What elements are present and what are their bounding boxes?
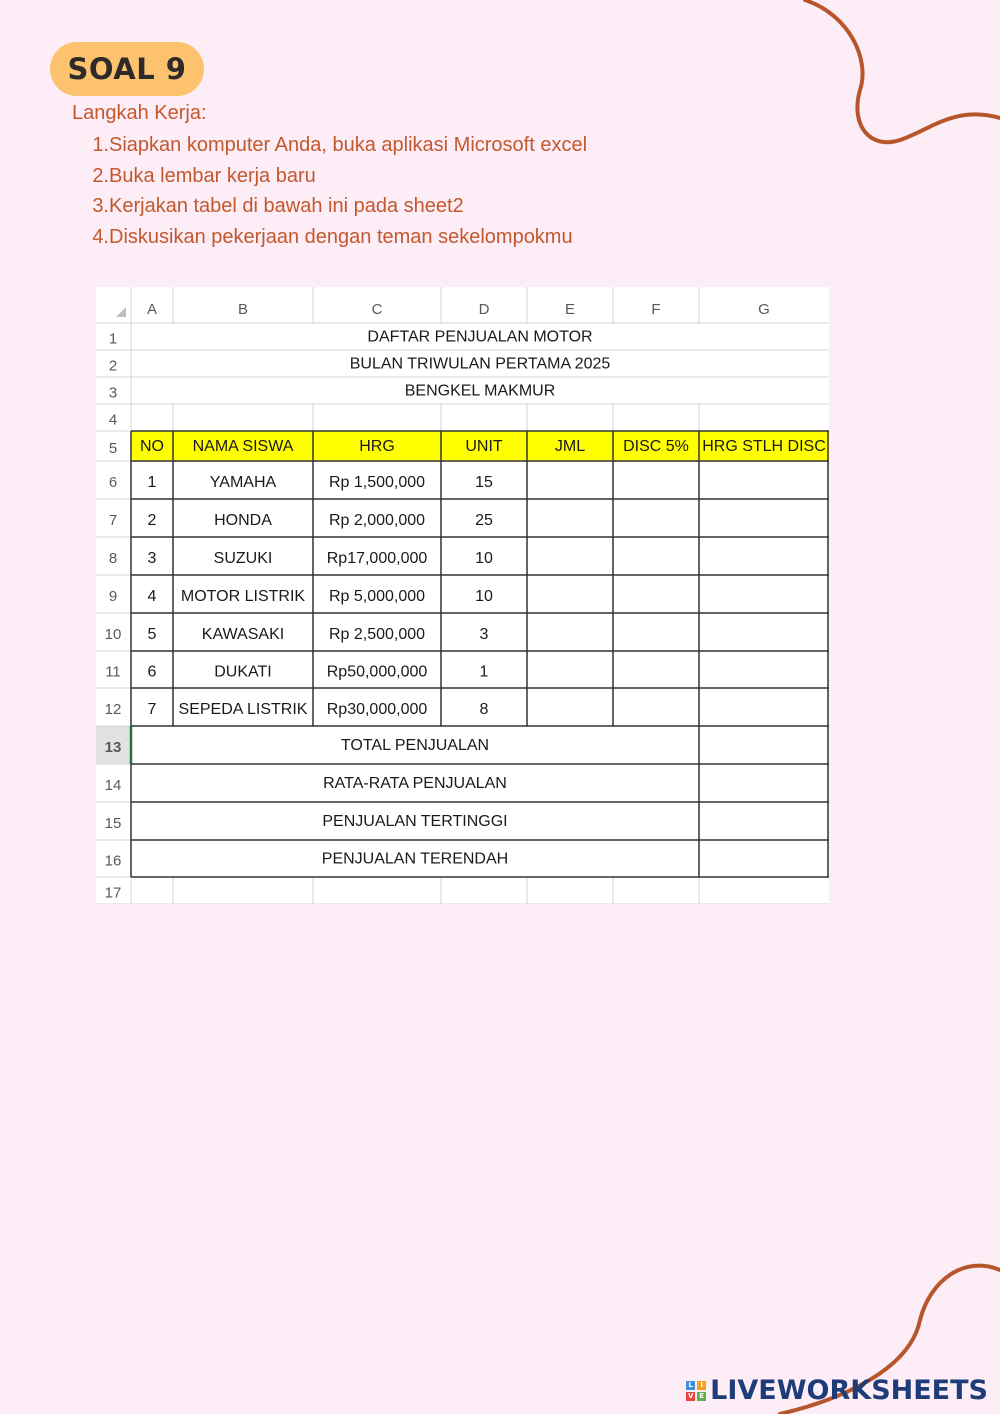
sheet-title-cell: DAFTAR PENJUALAN MOTOR [367,328,593,346]
step-text: Diskusikan pekerjaan dengan teman sekelompokmu [109,225,573,248]
row-header-number: 3 [108,384,118,402]
decorative-swirl-top [790,0,1000,160]
table-data-cell: Rp 5,000,000 [328,588,426,606]
summary-label-cell: TOTAL PENJUALAN [340,737,490,755]
liveworksheets-brand: LIVEWORKSHEETS [710,1375,988,1406]
table-data-cell: Rp50,000,000 [326,663,428,681]
row-header-number: 6 [108,473,118,491]
row-header-number: 7 [108,511,118,529]
summary-label-cell: PENJUALAN TERENDAH [321,850,509,868]
table-data-cell: SEPEDA LISTRIK [178,701,308,719]
table-header-cell: NO [140,438,164,456]
table-data-cell: SUZUKI [213,550,273,568]
column-header-letter: G [758,300,770,318]
logo-letter: I [697,1381,706,1390]
step-item [82,222,587,253]
step-item [82,130,587,161]
step-number: 3. [92,195,109,217]
table-data-cell: 1 [479,663,489,681]
table-data-cell: Rp 1,500,000 [328,474,426,492]
table-data-cell: 4 [147,588,157,606]
table-data-cell: Rp30,000,000 [326,701,428,719]
logo-letter: V [687,1391,694,1400]
column-header-letter: A [146,300,158,318]
soal-badge: SOAL 9 [50,42,204,96]
table-data-cell: DUKATI [214,663,272,681]
row-header-number: 11 [105,663,121,681]
logo-letter: E [697,1392,706,1401]
table-header-cell: NAMA SISWA [192,438,294,456]
spreadsheet-image [96,287,829,904]
summary-label-cell: RATA-RATA PENJUALAN [323,775,507,793]
row-header-number: 14 [104,776,122,794]
table-header-cell: HRG STLH DISC [702,438,826,456]
column-header-letter: E [564,300,576,318]
table-data-cell: 6 [147,663,157,681]
logo-letter: L [686,1381,695,1390]
sheet-title-cell: BENGKEL MAKMUR [404,382,556,400]
table-data-cell: HONDA [214,512,272,530]
table-data-cell: KAWASAKI [201,626,285,644]
table-header-cell: JML [554,438,586,456]
table-data-cell: Rp 2,500,000 [328,626,426,644]
liveworksheets-icon [686,1381,706,1401]
row-header-number: 16 [104,852,122,870]
step-text: Kerjakan tabel di bawah ini pada sheet2 [109,195,464,217]
step-number: 1. [92,134,109,156]
row-header-number: 2 [108,357,118,375]
spreadsheet-grid [96,287,829,904]
row-header-number: 17 [104,884,122,902]
table-data-cell: 7 [147,701,157,719]
table-data-cell: 10 [475,550,493,568]
row-header-number: 8 [108,549,118,567]
table-data-cell: MOTOR LISTRIK [180,588,306,606]
table-data-cell: 3 [147,550,157,568]
step-text: Siapkan komputer Anda, buka aplikasi Microsoft excel [109,134,588,156]
row-header-number: 10 [104,625,122,643]
step-number: 2. [92,164,109,187]
table-header-cell: DISC 5% [623,438,689,456]
row-header-number: 5 [108,439,118,457]
table-data-cell: 3 [479,626,489,644]
row-header-number: 1 [108,330,118,348]
column-header-letter: C [371,300,383,318]
step-number: 4. [92,225,109,248]
table-header-cell: HRG [359,438,395,456]
table-data-cell: 15 [475,474,493,492]
column-header-letter: F [651,300,661,318]
table-data-cell: 5 [147,626,157,644]
row-header-number: 9 [108,587,118,605]
table-data-cell: Rp 2,000,000 [328,512,426,530]
steps-list [82,130,587,252]
column-header-bar [96,287,829,323]
summary-label-cell: PENJUALAN TERTINGGI [322,813,508,831]
table-data-cell: 25 [475,512,493,530]
step-item [82,191,587,222]
table-data-cell: YAMAHA [209,474,277,492]
row-header-number: 15 [104,814,122,832]
step-text: Buka lembar kerja baru [109,164,316,187]
table-data-cell: Rp17,000,000 [326,550,428,568]
row-header-number: 4 [108,411,118,429]
table-header-cell: UNIT [465,438,503,456]
liveworksheets-logo [686,1375,988,1406]
table-data-cell: 1 [147,474,157,492]
row-header-number: 13 [104,738,122,756]
table-data-cell: 10 [475,588,493,606]
steps-title: Langkah Kerja: [72,102,207,124]
column-header-letter: B [237,300,249,318]
step-item [82,161,587,192]
sheet-title-cell: BULAN TRIWULAN PERTAMA 2025 [349,355,611,373]
row-header-number: 12 [104,700,122,718]
table-data-cell: 2 [147,512,157,530]
table-data-cell: 8 [479,701,489,719]
column-header-letter: D [478,300,490,318]
